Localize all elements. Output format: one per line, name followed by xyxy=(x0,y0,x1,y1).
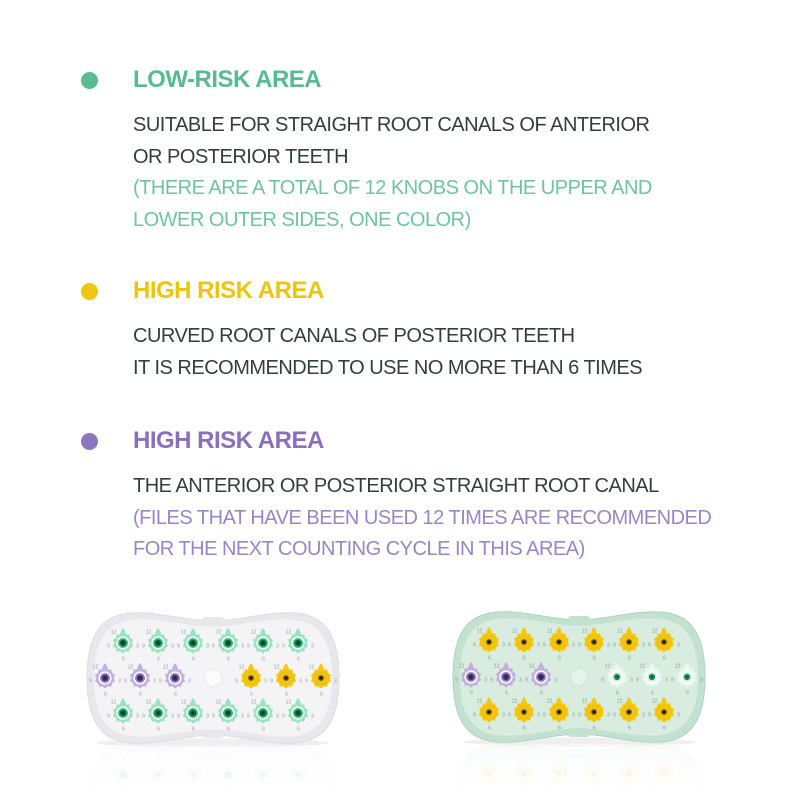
svg-text:6: 6 xyxy=(558,655,561,662)
svg-text:6: 6 xyxy=(262,726,265,733)
svg-text:12: 12 xyxy=(215,629,222,636)
svg-text:3: 3 xyxy=(241,643,244,650)
svg-text:9: 9 xyxy=(648,642,651,649)
svg-text:6: 6 xyxy=(523,725,526,732)
svg-text:12: 12 xyxy=(493,663,500,670)
svg-text:6: 6 xyxy=(227,656,230,663)
svg-text:6: 6 xyxy=(297,656,300,663)
product-image-white-counter xyxy=(83,601,343,800)
svg-text:6: 6 xyxy=(523,655,526,662)
svg-text:9: 9 xyxy=(490,677,493,684)
section-low-risk-area xyxy=(0,68,800,248)
svg-text:6: 6 xyxy=(686,690,689,697)
body-line: (FILES THAT HAVE BEEN USED 12 TIMES ARE RECOMMENDED xyxy=(133,506,712,529)
svg-text:12: 12 xyxy=(616,698,623,705)
svg-text:9: 9 xyxy=(282,643,285,650)
svg-text:6: 6 xyxy=(227,726,230,733)
svg-text:3: 3 xyxy=(311,643,314,650)
svg-text:9: 9 xyxy=(636,677,639,684)
yellow-bullet-dot-icon xyxy=(81,283,98,300)
section-high-risk-area-purple xyxy=(0,429,800,609)
svg-text:12: 12 xyxy=(639,663,646,670)
svg-text:6: 6 xyxy=(192,726,195,733)
svg-text:6: 6 xyxy=(470,690,473,697)
svg-text:6: 6 xyxy=(488,725,491,732)
svg-text:3: 3 xyxy=(537,642,540,649)
svg-text:3: 3 xyxy=(700,677,703,684)
svg-text:9: 9 xyxy=(613,642,616,649)
svg-text:12: 12 xyxy=(180,629,187,636)
body-line: OR POSTERIOR TEETH xyxy=(133,145,349,168)
svg-text:6: 6 xyxy=(262,656,265,663)
svg-text:9: 9 xyxy=(671,677,674,684)
svg-text:6: 6 xyxy=(320,691,323,698)
svg-text:9: 9 xyxy=(270,678,273,685)
purple-bullet-dot-icon xyxy=(81,433,98,450)
svg-text:12: 12 xyxy=(674,663,681,670)
svg-text:12: 12 xyxy=(651,698,658,705)
svg-text:12: 12 xyxy=(616,628,623,635)
svg-text:3: 3 xyxy=(276,713,279,720)
svg-text:6: 6 xyxy=(250,691,253,698)
svg-text:9: 9 xyxy=(508,712,511,719)
svg-text:12: 12 xyxy=(458,663,465,670)
svg-text:9: 9 xyxy=(305,678,308,685)
svg-text:3: 3 xyxy=(607,642,610,649)
svg-text:9: 9 xyxy=(648,712,651,719)
body-line: FOR THE NEXT COUNTING CYCLE IN THIS AREA) xyxy=(133,538,585,560)
svg-text:9: 9 xyxy=(282,713,285,720)
svg-text:12: 12 xyxy=(476,628,483,635)
svg-text:9: 9 xyxy=(247,643,250,650)
svg-text:6: 6 xyxy=(540,690,543,697)
body-line: LOWER OUTER SIDES, ONE COLOR) xyxy=(133,208,471,231)
svg-text:9: 9 xyxy=(124,678,127,685)
svg-text:6: 6 xyxy=(593,725,596,732)
svg-text:12: 12 xyxy=(308,664,315,671)
svg-text:12: 12 xyxy=(581,628,588,635)
svg-text:12: 12 xyxy=(604,663,611,670)
svg-text:12: 12 xyxy=(162,664,169,671)
svg-text:12: 12 xyxy=(92,664,99,671)
svg-text:3: 3 xyxy=(153,678,156,685)
svg-text:3: 3 xyxy=(136,713,139,720)
svg-text:3: 3 xyxy=(572,712,575,719)
svg-text:6: 6 xyxy=(488,655,491,662)
svg-text:9: 9 xyxy=(613,712,616,719)
svg-text:9: 9 xyxy=(543,712,546,719)
svg-text:12: 12 xyxy=(250,629,257,636)
svg-text:3: 3 xyxy=(554,677,557,684)
product-image-mint-counter xyxy=(449,600,709,800)
svg-text:9: 9 xyxy=(235,678,238,685)
body-line: (THERE ARE A TOTAL OF 12 KNOBS ON THE UPPER AND xyxy=(133,177,652,199)
svg-text:6: 6 xyxy=(192,656,195,663)
svg-text:6: 6 xyxy=(593,655,596,662)
svg-text:3: 3 xyxy=(276,643,279,650)
svg-text:12: 12 xyxy=(651,628,658,635)
svg-text:12: 12 xyxy=(180,699,187,706)
svg-text:3: 3 xyxy=(206,643,209,650)
svg-text:3: 3 xyxy=(299,678,302,685)
svg-text:9: 9 xyxy=(473,712,476,719)
svg-text:9: 9 xyxy=(543,642,546,649)
svg-text:12: 12 xyxy=(110,629,117,636)
svg-text:9: 9 xyxy=(525,677,528,684)
svg-text:12: 12 xyxy=(511,698,518,705)
svg-text:12: 12 xyxy=(110,699,117,706)
svg-text:6: 6 xyxy=(285,691,288,698)
svg-text:3: 3 xyxy=(607,712,610,719)
svg-text:9: 9 xyxy=(578,642,581,649)
mint-counter-illustration xyxy=(449,600,709,795)
svg-text:12: 12 xyxy=(546,628,553,635)
svg-text:9: 9 xyxy=(107,713,110,720)
body-line: THE ANTERIOR OR POSTERIOR STRAIGHT ROOT CANAL xyxy=(133,475,659,497)
svg-text:12: 12 xyxy=(215,699,222,706)
svg-text:6: 6 xyxy=(157,656,160,663)
svg-text:3: 3 xyxy=(311,713,314,720)
section-title: HIGH RISK AREA xyxy=(133,277,324,304)
body-line: CURVED ROOT CANALS OF POSTERIOR TEETH xyxy=(133,325,575,347)
svg-text:3: 3 xyxy=(171,713,174,720)
svg-text:9: 9 xyxy=(247,713,250,720)
svg-text:9: 9 xyxy=(578,712,581,719)
white-counter-illustration xyxy=(83,601,343,796)
svg-text:6: 6 xyxy=(616,690,619,697)
green-bullet-dot-icon xyxy=(81,72,98,89)
svg-text:3: 3 xyxy=(537,712,540,719)
svg-text:9: 9 xyxy=(212,643,215,650)
svg-text:12: 12 xyxy=(238,664,245,671)
svg-text:3: 3 xyxy=(136,643,139,650)
svg-text:12: 12 xyxy=(511,628,518,635)
svg-text:6: 6 xyxy=(104,691,107,698)
svg-text:3: 3 xyxy=(171,643,174,650)
svg-text:3: 3 xyxy=(502,712,505,719)
svg-text:9: 9 xyxy=(455,677,458,684)
svg-text:6: 6 xyxy=(139,691,142,698)
svg-text:6: 6 xyxy=(157,726,160,733)
svg-text:12: 12 xyxy=(145,629,152,636)
svg-text:12: 12 xyxy=(250,699,257,706)
svg-text:9: 9 xyxy=(177,713,180,720)
svg-text:6: 6 xyxy=(505,690,508,697)
svg-text:3: 3 xyxy=(334,678,337,685)
section-title: HIGH RISK AREA xyxy=(133,427,324,454)
svg-text:12: 12 xyxy=(581,698,588,705)
body-line: SUITABLE FOR STRAIGHT ROOT CANALS OF ANTERIOR xyxy=(133,114,650,136)
svg-text:6: 6 xyxy=(663,655,666,662)
svg-text:3: 3 xyxy=(642,642,645,649)
svg-text:12: 12 xyxy=(546,698,553,705)
svg-text:9: 9 xyxy=(473,642,476,649)
section-title: LOW-RISK AREA xyxy=(133,66,322,93)
svg-text:6: 6 xyxy=(651,690,654,697)
svg-text:3: 3 xyxy=(572,642,575,649)
svg-text:3: 3 xyxy=(665,677,668,684)
svg-text:6: 6 xyxy=(297,726,300,733)
svg-text:9: 9 xyxy=(107,643,110,650)
svg-text:3: 3 xyxy=(264,678,267,685)
svg-text:6: 6 xyxy=(174,691,177,698)
svg-text:3: 3 xyxy=(630,677,633,684)
svg-text:9: 9 xyxy=(159,678,162,685)
svg-text:9: 9 xyxy=(142,643,145,650)
svg-text:6: 6 xyxy=(628,725,631,732)
svg-text:12: 12 xyxy=(145,699,152,706)
svg-text:3: 3 xyxy=(118,678,121,685)
svg-text:12: 12 xyxy=(127,664,134,671)
svg-text:3: 3 xyxy=(206,713,209,720)
svg-text:3: 3 xyxy=(642,712,645,719)
svg-text:12: 12 xyxy=(285,629,292,636)
svg-text:6: 6 xyxy=(122,656,125,663)
svg-text:9: 9 xyxy=(508,642,511,649)
svg-text:6: 6 xyxy=(628,655,631,662)
svg-text:12: 12 xyxy=(476,698,483,705)
svg-text:12: 12 xyxy=(528,663,535,670)
svg-text:6: 6 xyxy=(558,725,561,732)
svg-text:3: 3 xyxy=(188,678,191,685)
svg-text:6: 6 xyxy=(663,725,666,732)
svg-text:3: 3 xyxy=(241,713,244,720)
svg-text:9: 9 xyxy=(177,643,180,650)
svg-text:9: 9 xyxy=(601,677,604,684)
svg-text:3: 3 xyxy=(502,642,505,649)
svg-text:9: 9 xyxy=(212,713,215,720)
svg-text:9: 9 xyxy=(89,678,92,685)
svg-text:3: 3 xyxy=(519,677,522,684)
svg-text:9: 9 xyxy=(142,713,145,720)
body-line: IT IS RECOMMENDED TO USE NO MORE THAN 6 TIMES xyxy=(133,356,643,379)
svg-text:3: 3 xyxy=(677,642,680,649)
svg-text:12: 12 xyxy=(273,664,280,671)
svg-text:12: 12 xyxy=(285,699,292,706)
svg-text:6: 6 xyxy=(122,726,125,733)
svg-text:3: 3 xyxy=(677,712,680,719)
svg-text:3: 3 xyxy=(484,677,487,684)
